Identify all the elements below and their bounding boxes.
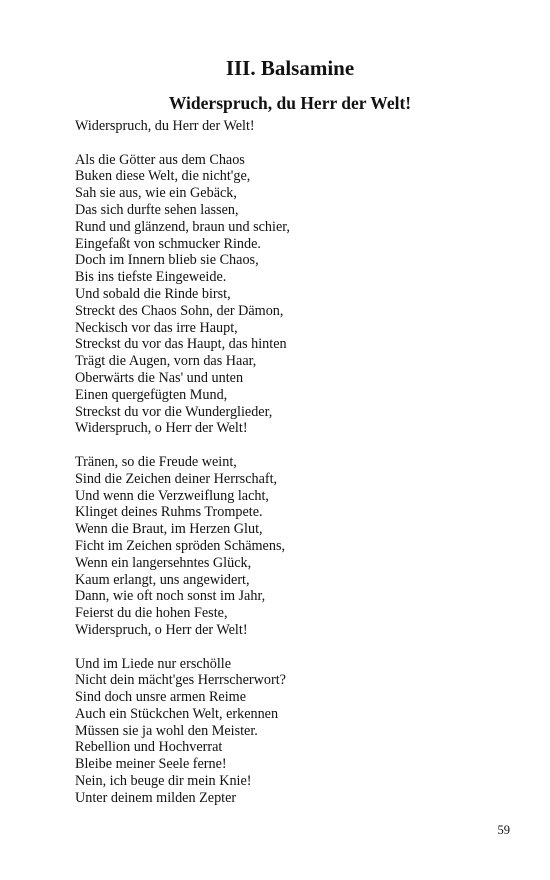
poem-line: Sah sie aus, wie ein Gebäck,	[75, 185, 237, 202]
poem-line: Dann, wie oft noch sonst im Jahr,	[75, 588, 266, 605]
poem-line: Einen quergefügten Mund,	[75, 386, 228, 403]
poem-line: Wenn ein langersehntes Glück,	[75, 554, 252, 571]
poem-line: Buken diese Welt, die nicht'ge,	[75, 168, 251, 185]
poem-line: Trägt die Augen, vorn das Haar,	[75, 353, 257, 370]
poem-line: Streckst du vor das Haupt, das hinten	[75, 336, 287, 353]
stanza-gap	[75, 437, 515, 454]
poem-line: Klinget deines Ruhms Trompete.	[75, 504, 263, 521]
poem-line: Bis ins tiefste Eingeweide.	[75, 269, 227, 286]
poem-line: Oberwärts die Nas' und unten	[75, 369, 244, 386]
poem-title: Widerspruch, du Herr der Welt!	[168, 93, 412, 113]
poem-line: Und wenn die Verzweiflung lacht,	[75, 487, 269, 504]
poem-line: Feierst du die hohen Feste,	[75, 605, 228, 622]
poem-body	[75, 118, 515, 807]
poem-line: Bleibe meiner Seele ferne!	[75, 756, 227, 773]
poem-line: Kaum erlangt, uns angewidert,	[75, 571, 250, 588]
poem-line: Unter deinem milden Zepter	[75, 789, 237, 806]
chapter-title: III. Balsamine	[225, 56, 355, 80]
poem-line: Und im Liede nur erschölle	[75, 655, 232, 672]
poem-line: Rund und glänzend, braun und schier,	[75, 218, 290, 235]
poem-line: Auch ein Stückchen Welt, erkennen	[75, 705, 279, 722]
poem-line: Widerspruch, du Herr der Welt!	[75, 118, 255, 134]
poem-line: Sind doch unsre armen Reime	[75, 689, 246, 706]
poem-line: Als die Götter aus dem Chaos	[75, 151, 245, 168]
poem-line: Widerspruch, o Herr der Welt!	[75, 621, 248, 638]
poem-line: Streckst du vor die Wunderglieder,	[75, 403, 273, 420]
poem-line: Müssen sie ja wohl den Meister.	[75, 722, 258, 739]
poem-line: Rebellion und Hochverrat	[75, 739, 223, 756]
poem-line: Und sobald die Rinde birst,	[75, 285, 231, 302]
poem-line: Sind die Zeichen deiner Herrschaft,	[75, 470, 278, 487]
stanza-gap	[75, 135, 515, 152]
poem-line: Widerspruch, o Herr der Welt!	[75, 420, 248, 437]
stanza-gap	[75, 639, 515, 656]
poem-line: Neckisch vor das irre Haupt,	[75, 319, 238, 336]
poem-line: Wenn die Braut, im Herzen Glut,	[75, 521, 263, 538]
poem-line: Doch im Innern blieb sie Chaos,	[75, 252, 259, 269]
poem-line: Eingefaßt von schmucker Rinde.	[75, 235, 261, 252]
page-number: 59	[497, 823, 510, 837]
poem-line: Das sich durfte sehen lassen,	[75, 201, 239, 218]
poem-line: Streckt des Chaos Sohn, der Dämon,	[75, 302, 284, 319]
poem-line: Tränen, so die Freude weint,	[75, 453, 237, 470]
poem-line: Nein, ich beuge dir mein Knie!	[75, 773, 252, 790]
poem-line: Ficht im Zeichen spröden Schämens,	[75, 537, 286, 554]
poem-line: Nicht dein mächt'ges Herrscherwort?	[75, 672, 286, 689]
